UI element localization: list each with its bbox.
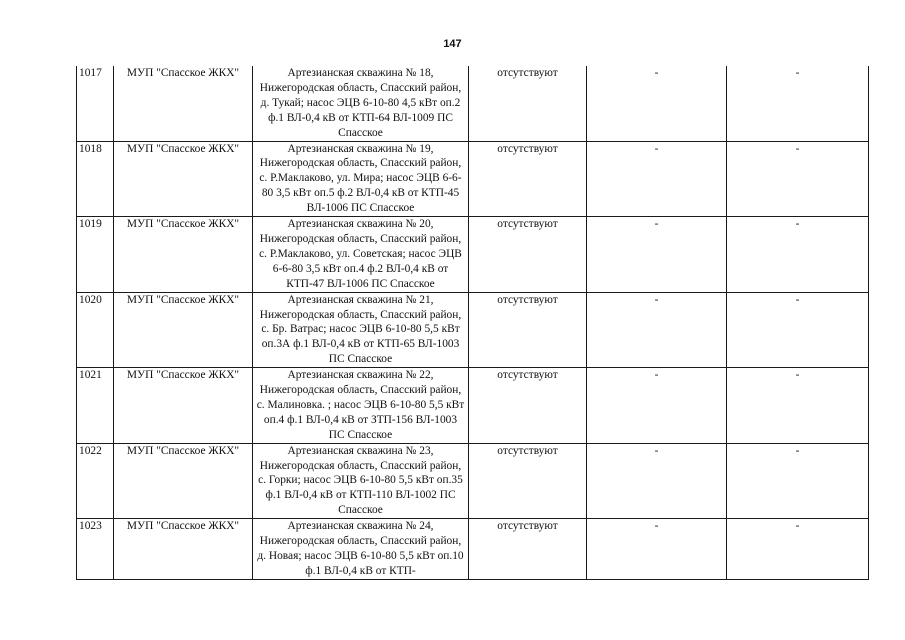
registry-table — [76, 66, 869, 580]
row-number-cell: 1018 — [77, 141, 114, 217]
dash-cell: - — [727, 66, 869, 141]
status-cell: отсутствуют — [469, 368, 587, 444]
dash-cell: - — [587, 443, 727, 519]
row-number-cell: 1022 — [77, 443, 114, 519]
table-row — [77, 519, 869, 580]
status-cell: отсутствуют — [469, 443, 587, 519]
status-cell: отсутствуют — [469, 217, 587, 293]
organization-cell: МУП "Спасское ЖКХ" — [114, 292, 253, 368]
organization-cell: МУП "Спасское ЖКХ" — [114, 443, 253, 519]
table-row — [77, 292, 869, 368]
object-description-cell: Артезианская скважина № 18, Нижегородская область, Спасский район, д. Тукай; насос ЭЦВ 6-10-80 4,5 кВт оп.2 ф.1 ВЛ-0,4 кВ от КТП-64 ВЛ-1009 ПС Спасское — [253, 66, 469, 141]
table-row — [77, 443, 869, 519]
object-description-cell: Артезианская скважина № 23, Нижегородская область, Спасский район, с. Горки; насос ЭЦВ 6-10-80 5,5 кВт оп.35 ф.1 ВЛ-0,4 кВ от КТП-110 ВЛ-1002 ПС Спасское — [253, 443, 469, 519]
page-number: 147 — [443, 38, 462, 50]
dash-cell: - — [587, 368, 727, 444]
dash-cell: - — [587, 141, 727, 217]
object-description-cell: Артезианская скважина № 21, Нижегородская область, Спасский район, с. Бр. Ватрас; насос ЭЦВ 6-10-80 5,5 кВт оп.3А ф.1 ВЛ-0,4 кВ от КТП-65 ВЛ-1003 ПС Спасское — [253, 292, 469, 368]
status-cell: отсутствуют — [469, 519, 587, 580]
dash-cell: - — [587, 292, 727, 368]
table-row — [77, 217, 869, 293]
dash-cell: - — [727, 141, 869, 217]
table-row — [77, 368, 869, 444]
row-number-cell: 1021 — [77, 368, 114, 444]
row-number-cell: 1017 — [77, 66, 114, 141]
organization-cell: МУП "Спасское ЖКХ" — [114, 368, 253, 444]
organization-cell: МУП "Спасское ЖКХ" — [114, 66, 253, 141]
dash-cell: - — [727, 217, 869, 293]
dash-cell: - — [587, 217, 727, 293]
row-number-cell: 1020 — [77, 292, 114, 368]
organization-cell: МУП "Спасское ЖКХ" — [114, 519, 253, 580]
row-number-cell: 1019 — [77, 217, 114, 293]
status-cell: отсутствуют — [469, 292, 587, 368]
organization-cell: МУП "Спасское ЖКХ" — [114, 141, 253, 217]
dash-cell: - — [727, 519, 869, 580]
object-description-cell: Артезианская скважина № 19, Нижегородская область, Спасский район, с. Р.Маклаково, ул. Мира; насос ЭЦВ 6-6-80 3,5 кВт оп.5 ф.2 ВЛ-0,4 кВ от КТП-45 ВЛ-1006 ПС Спасское — [253, 141, 469, 217]
object-description-cell: Артезианская скважина № 24, Нижегородская область, Спасский район, д. Новая; насос ЭЦВ 6-10-80 5,5 кВт оп.10 ф.1 ВЛ-0,4 кВ от КТП- — [253, 519, 469, 580]
table-row — [77, 66, 869, 141]
organization-cell: МУП "Спасское ЖКХ" — [114, 217, 253, 293]
dash-cell: - — [727, 368, 869, 444]
dash-cell: - — [587, 519, 727, 580]
dash-cell: - — [587, 66, 727, 141]
status-cell: отсутствуют — [469, 141, 587, 217]
status-cell: отсутствуют — [469, 66, 587, 141]
dash-cell: - — [727, 292, 869, 368]
table-row — [77, 141, 869, 217]
object-description-cell: Артезианская скважина № 22, Нижегородская область, Спасский район, с. Малиновка. ; насос ЭЦВ 6-10-80 5,5 кВт оп.4 ф.1 ВЛ-0,4 кВ от ЗТП-156 ВЛ-1003 ПС Спасское — [253, 368, 469, 444]
row-number-cell: 1023 — [77, 519, 114, 580]
dash-cell: - — [727, 443, 869, 519]
object-description-cell: Артезианская скважина № 20, Нижегородская область, Спасский район, с. Р.Маклаково, ул. Советская; насос ЭЦВ 6-6-80 3,5 кВт оп.4 ф.2 ВЛ-0,4 кВ от КТП-47 ВЛ-1006 ПС Спасское — [253, 217, 469, 293]
